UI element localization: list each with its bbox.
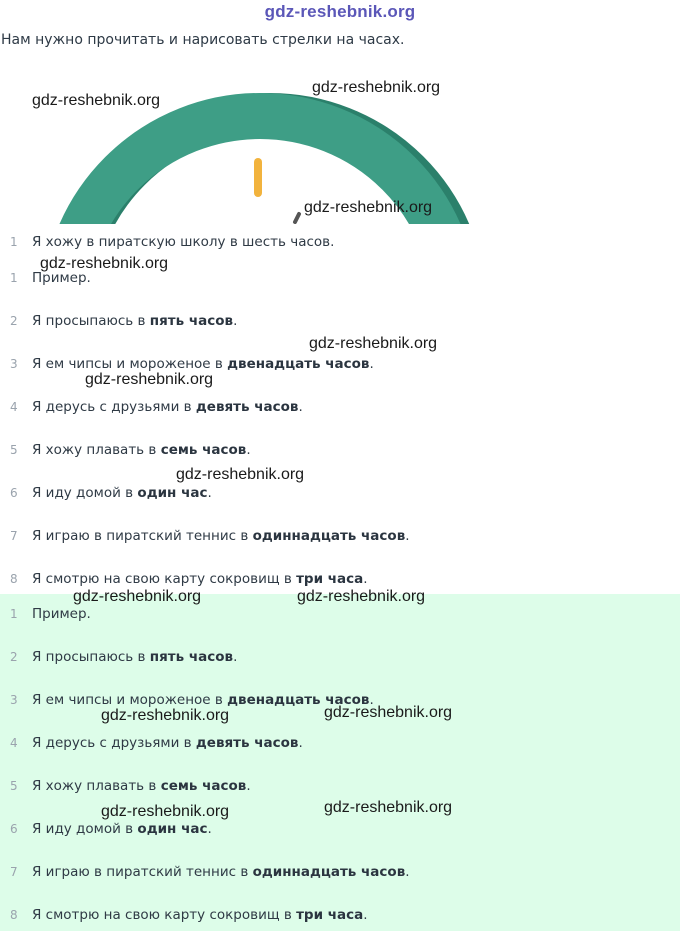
item-end: .: [369, 692, 374, 708]
site-header[interactable]: gdz-reshebnik.org: [264, 2, 416, 21]
item-bold: три часа: [296, 571, 364, 587]
watermark: gdz-reshebnik.org: [73, 588, 202, 605]
item-end: .: [246, 442, 251, 458]
watermark: gdz-reshebnik.org: [176, 466, 305, 483]
item-number: 3: [10, 693, 18, 707]
answer-item: [10, 646, 237, 668]
item-text: Я просыпаюсь в: [32, 649, 150, 665]
intro-text: Нам нужно прочитать и нарисовать стрелки на часах.: [1, 32, 405, 48]
item-text: Я дерусь с друзьями в: [32, 735, 196, 751]
list-item: [10, 525, 410, 547]
item-bold: одиннадцать часов: [252, 864, 406, 880]
item-bold: пять часов: [149, 313, 234, 329]
clock-tick-mark: [295, 214, 299, 222]
item-text: Пример.: [32, 270, 91, 286]
item-bold: семь часов: [160, 778, 247, 794]
item-bold: девять часов: [195, 399, 299, 415]
item-end: .: [405, 864, 410, 880]
answer-item: [10, 904, 368, 926]
item-number: 6: [10, 822, 18, 836]
item-text: Я хожу плавать в: [32, 778, 161, 794]
item-number: 2: [10, 314, 18, 328]
item-number: 1: [10, 235, 18, 249]
item-bold: пять часов: [149, 649, 234, 665]
watermark: gdz-reshebnik.org: [85, 371, 214, 388]
item-bold: три часа: [296, 907, 364, 923]
item-text: Я просыпаюсь в: [32, 313, 150, 329]
item-number: 3: [10, 357, 18, 371]
item-number: 2: [10, 650, 18, 664]
item-text: Я хожу плавать в: [32, 442, 161, 458]
item-text: Я иду домой в: [32, 821, 138, 837]
watermark: gdz-reshebnik.org: [101, 803, 230, 820]
item-text: Я играю в пиратский теннис в: [32, 528, 253, 544]
item-text: Я ем чипсы и мороженое в: [32, 692, 228, 708]
watermark: gdz-reshebnik.org: [324, 704, 453, 721]
item-text: Я смотрю на свою карту сокровищ в: [32, 907, 297, 923]
watermark: gdz-reshebnik.org: [32, 92, 161, 109]
watermark: gdz-reshebnik.org: [297, 588, 426, 605]
watermark: gdz-reshebnik.org: [324, 799, 453, 816]
item-text: Я ем чипсы и мороженое в: [32, 356, 228, 372]
item-end: .: [233, 649, 238, 665]
answer-item: [10, 861, 410, 883]
item-bold: одиннадцать часов: [252, 528, 406, 544]
item-bold: один час: [137, 821, 208, 837]
answer-item: [10, 732, 303, 754]
item-bold: девять часов: [195, 735, 299, 751]
item-text: Я дерусь с друзьями в: [32, 399, 196, 415]
item-number: 7: [10, 865, 18, 879]
watermark: gdz-reshebnik.org: [309, 335, 438, 352]
list-item: [10, 396, 303, 418]
list-item: [10, 482, 212, 504]
item-number: 5: [10, 443, 18, 457]
item-end: .: [233, 313, 238, 329]
answer-item: [10, 775, 251, 797]
item-bold: двенадцать часов: [227, 356, 370, 372]
watermark: gdz-reshebnik.org: [304, 199, 433, 216]
item-text: Я хожу в пиратскую школу в шесть часов.: [32, 234, 335, 250]
list-item: [10, 231, 334, 253]
watermark: gdz-reshebnik.org: [101, 707, 230, 724]
item-number: 4: [10, 736, 18, 750]
list-item: [10, 310, 237, 332]
item-text: Пример.: [32, 606, 91, 622]
item-end: .: [207, 485, 212, 501]
item-end: .: [405, 528, 410, 544]
item-end: .: [246, 778, 251, 794]
item-text: Я смотрю на свою карту сокровищ в: [32, 571, 297, 587]
item-end: .: [363, 571, 368, 587]
list-item: [10, 439, 251, 461]
item-end: .: [363, 907, 368, 923]
item-number: 6: [10, 486, 18, 500]
item-number: 1: [10, 271, 18, 285]
item-text: Я играю в пиратский теннис в: [32, 864, 253, 880]
item-text: Я иду домой в: [32, 485, 138, 501]
item-end: .: [207, 821, 212, 837]
item-number: 8: [10, 572, 18, 586]
item-bold: семь часов: [160, 442, 247, 458]
watermark: gdz-reshebnik.org: [40, 255, 169, 272]
item-number: 1: [10, 607, 18, 621]
item-bold: один час: [137, 485, 208, 501]
item-number: 4: [10, 400, 18, 414]
watermark: gdz-reshebnik.org: [312, 79, 441, 96]
item-end: .: [369, 356, 374, 372]
item-number: 5: [10, 779, 18, 793]
item-end: .: [298, 399, 303, 415]
item-number: 8: [10, 908, 18, 922]
item-end: .: [298, 735, 303, 751]
item-number: 7: [10, 529, 18, 543]
item-bold: двенадцать часов: [227, 692, 370, 708]
